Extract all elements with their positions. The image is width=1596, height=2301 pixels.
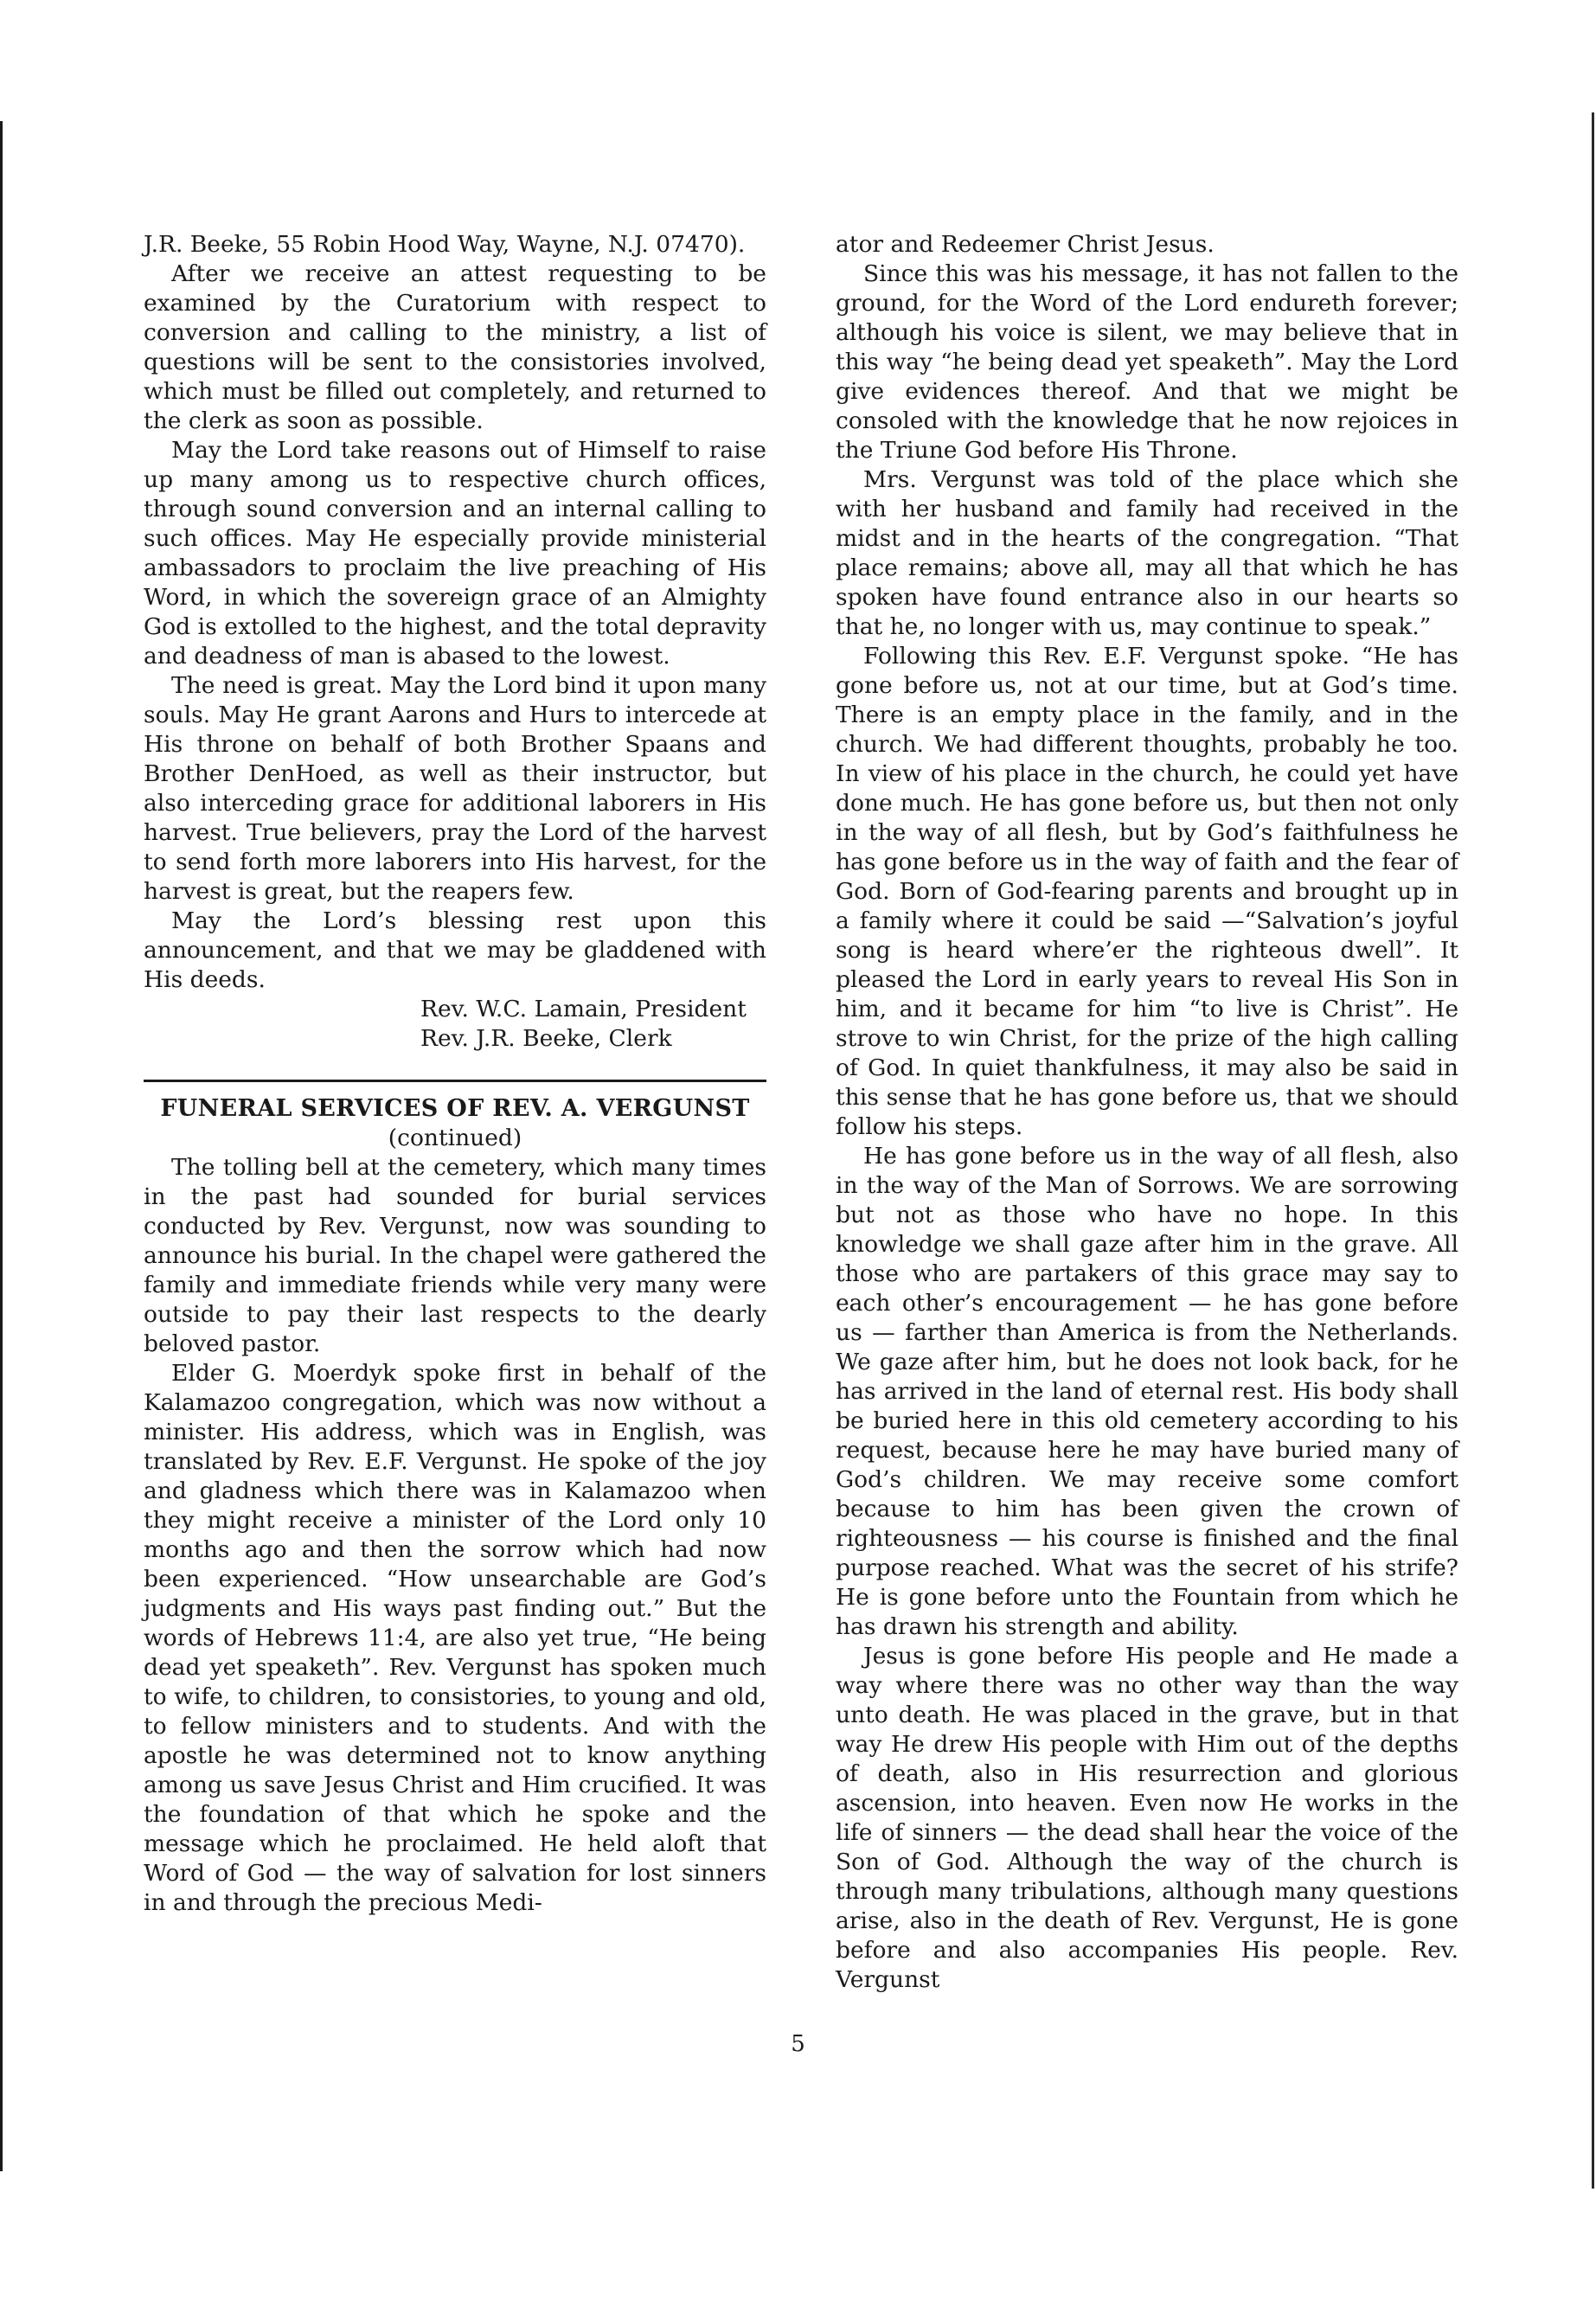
paragraph: After we receive an attest requesting to be examined by the Curatorium with respect to conversion and calling to the ministry, a list of questions will be sent to the consistories involved, which must be filled out completely, and returned to the clerk as soon as possible.: [144, 260, 766, 434]
signature-clerk: Rev. J.R. Beeke, Clerk: [420, 1025, 672, 1052]
paragraph: The need is great. May the Lord bind it upon many souls. May He grant Aarons and Hurs to intercede at His throne on behalf of both Brother Spaans and Brother DenHoed, as well as their instructor, but also interceding grace for additional laborers in His harvest. True believers, pray the Lord of the harvest to send forth more laborers into His harvest, for the harvest is great, but the reapers few.: [144, 672, 766, 905]
paragraph: Since this was his message, it has not fallen to the ground, for the Word of the Lord endureth forever; although his voice is silent, we may believe that in this way “he being dead yet speaketh”. May the Lord give evidences thereof. And that we might be consoled with the knowledge that he now rejoices in the Triune God before His Throne.: [836, 260, 1458, 464]
paragraph: The tolling bell at the cemetery, which many times in the past had sounded for burial services conducted by Rev. Vergunst, now was sounding to announce his burial. In the chapel were gathered the family and immediate friends while very many were outside to pay their last respects to the dearly beloved pastor.: [144, 1154, 766, 1357]
paragraph: Elder G. Moerdyk spoke first in behalf of the Kalamazoo congregation, which was now without a minister. His address, which was in English, was translated by Rev. E.F. Vergunst. He spoke of the joy and gladness which there was in Kalamazoo when they might receive a minister of the Lord only 10 months ago and then the sorrow which had now been experienced. “How unsearchable are God’s judgments and His ways past finding out.” But the words of Hebrews 11:4, are also yet true, “He being dead yet speaketh”. Rev. Vergunst has spoken much to wife, to children, to consistories, to young and old, to fellow ministers and to students. And with the apostle he was determined not to know anything among us save Jesus Christ and Him crucified. It was the foundation of that which he spoke and the message which he proclaimed. He held aloft that Word of God — the way of salvation for lost sinners in and through the precious Medi-: [144, 1360, 766, 1916]
right-column: [836, 230, 1458, 1995]
paragraph: ator and Redeemer Christ Jesus.: [836, 231, 1215, 258]
section-heading: FUNERAL SERVICES OF REV. A. VERGUNST: [160, 1095, 750, 1122]
page-number: 5: [791, 2031, 805, 2057]
scan-edge-left: [0, 121, 3, 2171]
section-divider: [144, 1080, 766, 1082]
paragraph: May the Lord’s blessing rest upon this announcement, and that we may be gladdened with His deeds.: [144, 907, 766, 993]
signature-president: Rev. W.C. Lamain, President: [420, 996, 747, 1022]
scan-edge-right: [1592, 112, 1594, 2189]
paragraph: Jesus is gone before His people and He made a way where there was no other way than the way unto death. He was placed in the grave, but in that way He drew His people with Him out of the depths of death, also in His resurrection and glorious ascension, into heaven. Even now He works in the life of sinners — the dead shall hear the voice of the Son of God. Although the way of the church is through many tribulations, although many questions arise, also in the death of Rev. Vergunst, He is gone before and also accompanies His people. Rev. Vergunst: [836, 1643, 1458, 1993]
paragraph: Following this Rev. E.F. Vergunst spoke. “He has gone before us, not at our time, but at God’s time. There is an empty place in the family, and in the church. We had different thoughts, probably he too. In view of his place in the church, he could yet have done much. He has gone before us, but then not only in the way of all flesh, but by God’s faithfulness he has gone before us in the way of faith and the fear of God. Born of God-fearing parents and brought up in a family where it could be said —“Salvation’s joyful song is heard where’er the righteous dwell”. It pleased the Lord in early years to reveal His Son in him, and it became for him “to live is Christ”. He strove to win Christ, for the prize of the high calling of God. In quiet thankfulness, it may also be said in this sense that he has gone before us, that we should follow his steps.: [836, 643, 1458, 1140]
paragraph: He has gone before us in the way of all flesh, also in the way of the Man of Sorrows. We are sorrowing but not as those who have no hope. In this knowledge we shall gaze after him in the grave. All those who are partakers of this grace may say to each other’s encouragement — he has gone before us — farther than America is from the Netherlands. We gaze after him, but he does not look back, for he has arrived in the land of eternal rest. His body shall be buried here in this old cemetery according to his request, because here he may have buried many of God’s children. We may receive some comfort because to him has been given the crown of righteousness — his course is finished and the final purpose reached. What was the secret of his strife? He is gone before unto the Fountain from which he has drawn his strength and ability.: [836, 1143, 1458, 1640]
paragraph: Mrs. Vergunst was told of the place which she with her husband and family had received in the midst and in the hearts of the congregation. “That place remains; above all, may all that which he has spoken have found entrance also in our hearts so that he, no longer with us, may continue to speak.”: [836, 466, 1458, 640]
section-subheading: (continued): [388, 1125, 522, 1151]
paragraph: May the Lord take reasons out of Himself to raise up many among us to respective church offices, through sound conversion and an internal calling to such offices. May He especially provide ministerial ambassadors to proclaim the live preaching of His Word, in which the sovereign grace of an Almighty God is extolled to the highest, and the total depravity and deadness of man is abased to the lowest.: [144, 437, 766, 670]
left-column: [144, 230, 766, 1918]
paragraph: J.R. Beeke, 55 Robin Hood Way, Wayne, N.J. 07470).: [144, 231, 746, 258]
